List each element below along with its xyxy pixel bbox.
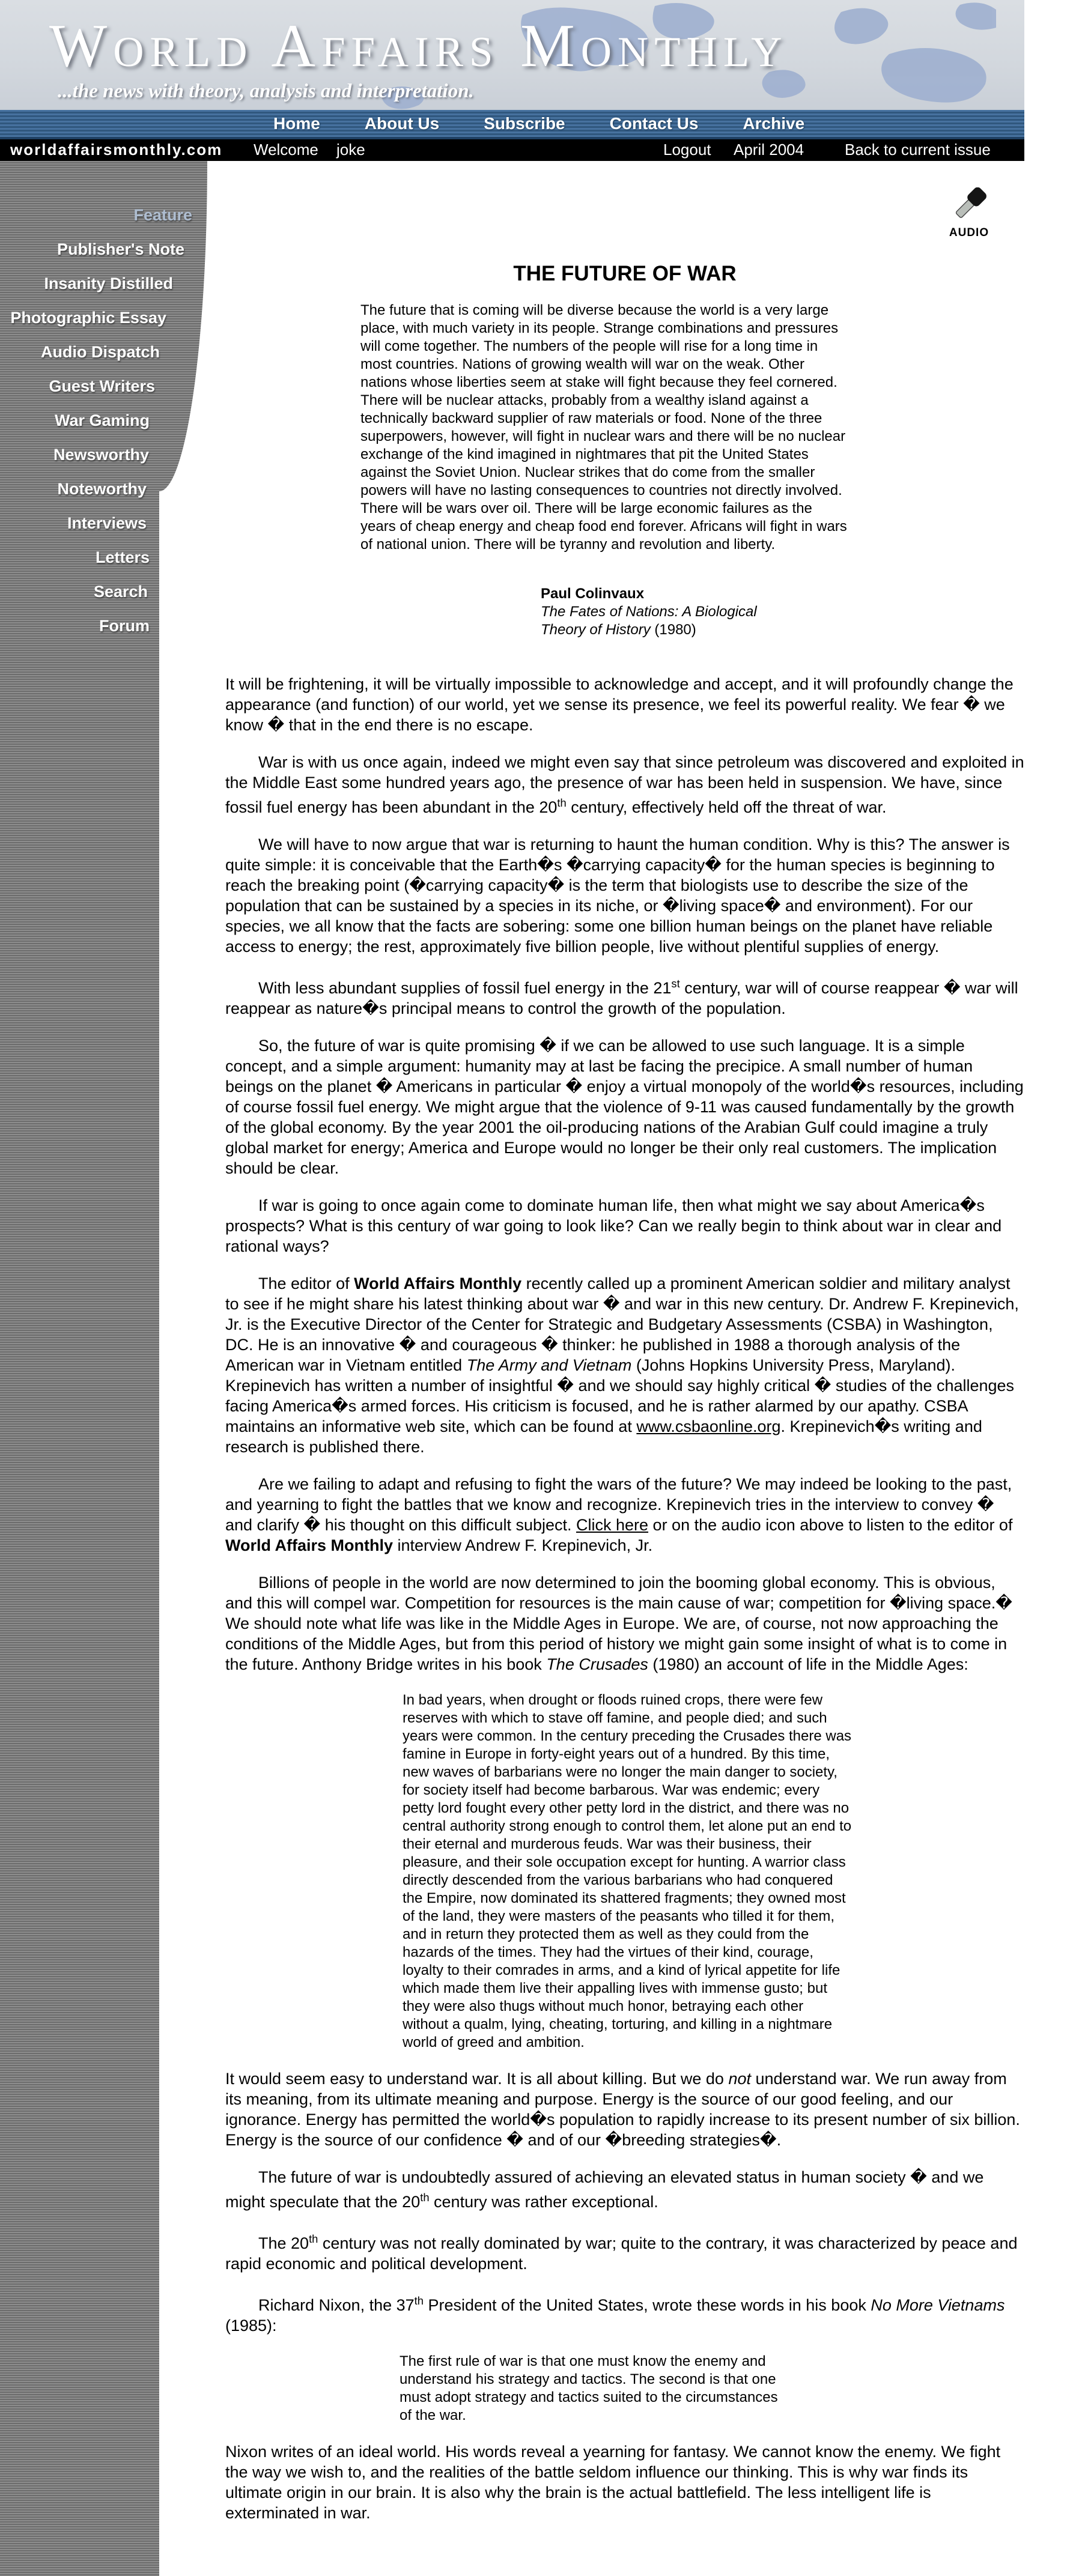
paragraph: Billions of people in the world are now determined to join the booming global economy. This is obvious, and this will compel war. Competition for resources is the main cause of war; competition for �living space.� We should note what life was like in the Middle Ages in Europe. We are, of course, not now approaching the conditions of the Middle Ages, but from this period of history we might gain some insight of what is to come in the future. Anthony Bridge writes in his book The Crusades (1980) an account of life in the Middle Ages: [225, 1574, 1012, 1673]
welcome-label: Welcome [254, 141, 318, 159]
sidebar-item-newsworthy[interactable]: Newsworthy [53, 446, 149, 464]
nav-link-home[interactable]: Home [273, 114, 320, 133]
paragraph: If war is going to once again come to dominate human life, then what might we say about America�s prospects? What is this century of war going to look like? Can we really begin to think about war in clear and rational ways? [225, 1196, 1002, 1255]
sidebar-item-noteworthy[interactable]: Noteworthy [57, 480, 147, 498]
masthead [0, 0, 1024, 110]
main-nav [0, 110, 1024, 139]
article-container [159, 161, 1024, 2576]
sidebar-item-audio-dispatch[interactable]: Audio Dispatch [40, 343, 160, 361]
paragraph: It will be frightening, it will be virtually impossible to acknowledge and accept, and it will profoundly change the appearance (and function) of our world, yet we sense its presence, we feel its powerful reality. We fear � we know � that in the end there is no escape. [225, 675, 1014, 734]
paragraph: It would seem easy to understand war. It is all about killing. But we do not understand war. We run away from its meaning, from its ultimate meaning and purpose. Energy is the source of our good feeling, and our ignorance. Energy has permitted the world�s population to rapidly increase to its present number of six billion. Energy is the source of our confidence � and of our �breeding strategies�. [225, 2070, 1020, 2149]
quote-attribution: Paul Colinvaux The Fates of Nations: A Biological Theory of History (1980) [541, 586, 757, 638]
site-tagline: ...the news with theory, analysis and interpretation. [58, 80, 474, 102]
sidebar-item-photographic-essay[interactable]: Photographic Essay [10, 309, 166, 327]
logout-link[interactable]: Logout [663, 141, 711, 159]
paragraph: The 20th century was not really dominated by war; quite to the contrary, it was characterized by peace and rapid economic and political development. [225, 2232, 1018, 2273]
issue-date: April 2004 [734, 141, 804, 159]
audio-label: AUDIO [949, 226, 989, 239]
paragraph: Richard Nixon, the 37th President of the United States, wrote these words in his book No More Vietnams (1985): [225, 2294, 1005, 2335]
site-logo: World Affairs Monthly [49, 12, 788, 80]
sidebar-item-guest-writers[interactable]: Guest Writers [49, 377, 155, 395]
site-domain: worldaffairsmonthly.com [10, 141, 223, 159]
page-title: THE FUTURE OF WAR [513, 262, 737, 285]
sidebar-item-war-gaming[interactable]: War Gaming [54, 411, 150, 429]
paragraph: Are we failing to adapt and refusing to fight the wars of the future? We may indeed be looking to the past, and yearning to fight the battles that we know and recognize. Krepinevich tries in the interview to convey � and clarify � his thought on this difficult subject. Click here or on the audio icon above to listen to the editor of World Affairs Monthly interview Andrew F. Krepinevich, Jr. [225, 1475, 1013, 1554]
article-body [225, 302, 1024, 2523]
link-csbaonline[interactable]: www.csbaonline.org [636, 1417, 781, 1435]
paragraph: Nixon writes of an ideal world. His words reveal a yearning for fantasy. We cannot know the enemy. We fight the way we wish to, and the realities of the battle seldom influence our thinking. This is why war finds its ultimate origin in our brain. It is also why the brain is the actual battlefield. The less intelligent life is exterminated in war. [225, 2443, 1001, 2522]
paragraph: With less abundant supplies of fossil fuel energy in the 21st century, war will of course reappear � war will reappear as nature�s principal means to control the growth of the population. [225, 977, 1018, 1017]
info-bar [0, 139, 1024, 161]
sidebar-item-search[interactable]: Search [93, 583, 148, 601]
nav-link-subscribe[interactable]: Subscribe [484, 114, 565, 133]
paragraph: We will have to now argue that war is returning to haunt the human condition. Why is this? The answer is quite simple: it is conceivable that the Earth�s �carrying capacity� for the human species is beginning to reach the breaking point (�carrying capacity� is the term that biologists use to describe the size of the population that can be sustained by a species in its niche, or �living space� and environment). For our species, we all know that the facts are sobering: some one billion human beings on the planet have reliable access to energy; the rest, approximately five billion people, live without plentiful supplies of energy. [225, 835, 1010, 956]
audio-button[interactable] [945, 187, 993, 240]
back-to-current-issue-link[interactable]: Back to current issue [845, 141, 991, 159]
sidebar-item-forum[interactable]: Forum [99, 617, 150, 635]
sidebar-item-interviews[interactable]: Interviews [67, 514, 147, 532]
sidebar-item-publisher-s-note[interactable]: Publisher's Note [57, 240, 184, 258]
pull-quote: The future that is coming will be diverse because the world is a very large place, with much variety in its people. Strange combinations and pressures will come together. The numbers of the people will rise for a long time in most countries. Nations of growing wealth will war on the weak. Other nations whose liberties seem at stake will fight because they feel cornered. There will be nuclear attacks, probably from a wealthy island against a technically backward supplier of raw materials or food. None of the three superpowers, however, will fight in nuclear wars and there will be no nuclear exchange of the kind imagined in nightmares that pit the United States against the Soviet Union. Nuclear strikes that do come from the smaller powers will have no lasting consequences to countries not directly involved. There will be wars over oil. There will be large economic failures as the years of cheap energy and cheap food end forever. Africans will fight in wars of national union. There will be tyranny and revolution and liberty. [360, 302, 847, 553]
paragraph: The editor of World Affairs Monthly recently called up a prominent American soldier and military analyst to see if he might share his latest thinking about war � and war in this new century. Dr. Andrew F. Krepinevich, Jr. is the Executive Director of the Center for Strategic and Budgetary Assessments (CSBA) in Washington, DC. He is an innovative � and courageous � thinker: he published in 1988 a thorough analysis of the American war in Vietnam entitled The Army and Vietnam (Johns Hopkins University Press, Maryland). Krepinevich has written a number of insightful � and we should say highly critical � studies of the challenges facing America�s armed forces. His criticism is focused, and he is rather alarmed by our apathy. CSBA maintains an informative web site, which can be found at www.csbaonline.org. Krepinevich�s writing and research is published there. [225, 1274, 1019, 1456]
nav-link-contact-us[interactable]: Contact Us [609, 114, 699, 133]
microphone-icon [947, 187, 991, 225]
sidebar-item-feature[interactable]: Feature [133, 206, 192, 224]
nav-link-archive[interactable]: Archive [743, 114, 805, 133]
paragraph: War is with us once again, indeed we might even say that since petroleum was discovered and exploited in the Middle East some hundred years ago, the presence of war has been held in suspension. We have, since fossil fuel energy has been abundant in the 20th century, effectively held off the threat of war. [225, 753, 1024, 816]
block-quote: In bad years, when drought or floods ruined crops, there were few reserves with which to stave off famine, and people died; and such years were common. In the century preceding the Crusades there was famine in Europe in forty-eight years out of a hundred. By this time, new waves of barbarians were no longer the main danger to society, for society itself had become barbarous. War was endemic; every petty lord fought every other petty lord in the district, and there was no central authority strong enough to control them, let alone put an end to their eternal and murderous feuds. War was their business, their pleasure, and their sole occupation except for hunting. A warrior class directly descended from the various barbarians who had conquered the Empire, now dominated its shattered fragments; they owned most of the land, they were masters of the peasants who tilled it for them, and in return they protected them as well as they could from the hazards of the times. They had the virtues of their kind, courage, loyalty to their comrades in arms, and a kind of lyrical appetite for life which made them live their appalling lives with immense gusto; but they were also thugs without much honor, betraying each other without a qualm, lying, cheating, torturing, and killing in a nightmare world of greed and ambition. [403, 1692, 852, 2050]
username: joke [336, 141, 365, 159]
sidebar-item-insanity-distilled[interactable]: Insanity Distilled [44, 274, 173, 292]
paragraph: So, the future of war is quite promising � if we can be allowed to use such language. It is a simple concept, and a simple argument: humanity may at last be facing the precipice. A small number of human beings on the planet � Americans in particular � enjoy a virtual monopoly of the world�s resources, including of course fossil fuel energy. We might argue that the violence of 9-11 was caused fundamentally by the growth of the global economy. By the year 2001 the oil-producing nations of the Arabian Gulf could imagine a truly global market for energy; America and Europe would no longer be their only real customers. The implication should be clear. [225, 1037, 1024, 1177]
sidebar-item-letters[interactable]: Letters [95, 548, 150, 566]
block-quote: The first rule of war is that one must know the enemy and understand his strategy and tactics. The second is that one must adopt strategy and tactics suited to the circumstances of the war. [400, 2353, 778, 2423]
nav-link-about-us[interactable]: About Us [364, 114, 440, 133]
link-click-here[interactable]: Click here [576, 1516, 649, 1534]
paragraph: The future of war is undoubtedly assured of achieving an elevated status in human society � and we might speculate that the 20th century was rather exceptional. [225, 2168, 984, 2211]
